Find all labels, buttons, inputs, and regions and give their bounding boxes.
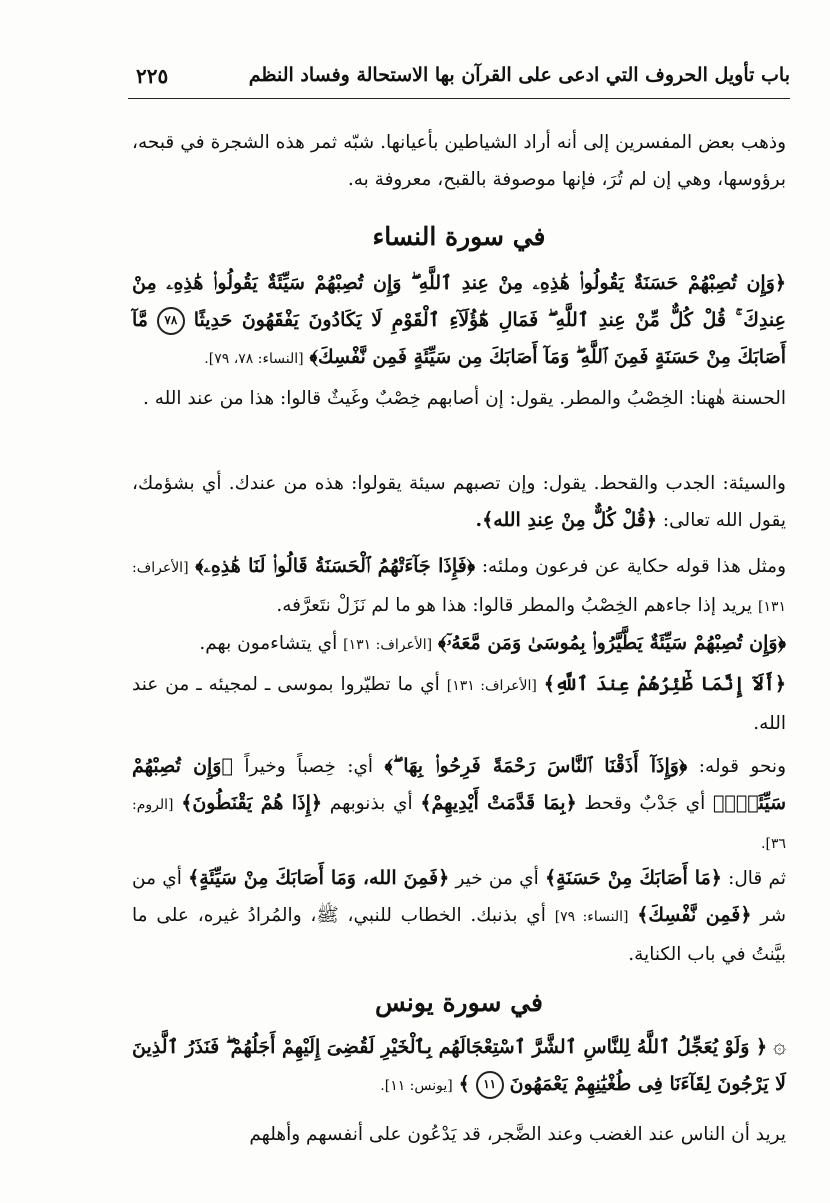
verse-reference: [الأعراف: ١٣١] xyxy=(446,678,537,694)
verse-reference: [يونس: ١١]. xyxy=(380,1078,453,1094)
text: أي بذنوبهم xyxy=(329,793,413,814)
quote: ﴿فَمِنَ الله، وَمَا أَصَابَكَ مِنْ سَيِّئَةٍ﴾ xyxy=(188,867,450,889)
text: أي ما تطيّروا بموسى ـ لمجيئه ـ من عند الله. xyxy=(132,674,786,734)
text: ونحو قوله: xyxy=(698,756,787,777)
intro-paragraph: وذهب بعض المفسرين إلى أنه أراد الشياطين بأعيانها. شبّه ثمر هذه الشجرة في قبحه، برؤوسها، وهي إن لم تُرَ، فإنها موصوفة بالقبح، معروفة به. xyxy=(132,132,786,190)
text: أي يتشاءمون بهم. xyxy=(199,633,338,654)
quran-verse-block xyxy=(132,265,786,378)
text: أي: خِصباً وخيراً xyxy=(244,756,374,777)
firawn-paragraph xyxy=(132,548,786,626)
tairuhum-paragraph xyxy=(132,666,786,742)
section-heading-yunus: في سورة يونس xyxy=(375,988,543,1017)
last-paragraph: يريد أن الناس عند الغضب وعند الضَّجر، قد يَدْعُون على أنفسهم وأهلهم xyxy=(249,1124,786,1145)
section-heading-nisa: في سورة النساء xyxy=(372,222,546,251)
quote: ﴿فَإِذَا جَآءَتْهُمُ ٱلْحَسَنَةُ قَالُوا۟ لَنَا هَٰذِهِۦ﴾ xyxy=(195,555,476,577)
verse-close: ﴾ xyxy=(458,1073,470,1095)
text: ومثل هذا قوله حكاية عن فرعون وملئه: xyxy=(481,556,787,577)
quote: ﴿فَمِن نَّفْسِكَ﴾ xyxy=(637,904,752,926)
hasana-paragraph: الحسنة هٰهنا: الخِصْبُ والمطر. يقول: إن أصابهم خِصْبٌ وغَيثٌ قالوا: هذا من عند الله . xyxy=(142,388,786,409)
verse-79-text: مَّآ أَصَابَكَ مِنْ حَسَنَةٍ فَمِنَ ٱللَّهِ ۖ وَمَآ أَصَابَكَ مِن سَيِّئَةٍ فَمِن نَّفْسِكَ﴾ xyxy=(132,309,786,368)
quote: ﴿وَإِذَآ أَذَقْنَا ٱلنَّاسَ رَحْمَةً فَرِحُوا۟ بِهَا ۖ﴾ xyxy=(384,755,688,777)
text: أي بذنبك. الخطاب للنبي، ﷺ، والمُرادُ غيره، على ما بيَّنتُ في باب الكناية. xyxy=(132,905,786,965)
running-header-title: باب تأويل الحروف التي ادعى على القرآن بها الاستحالة وفساد النظم xyxy=(248,64,790,86)
quote: ﴿وَإِن تُصِبْهُمْ سَيِّئَةٌۢ﴾ xyxy=(132,755,787,814)
sayyia-text: والسيئة: الجدب والقحط. يقول: وإن تصبهم سيئة يقولوا: هذه من عندك. أي بشؤمك، يقول الله تعالى: xyxy=(132,473,786,531)
verse-reference: [النساء: ٧٩] xyxy=(554,909,629,925)
nahw-paragraph xyxy=(132,748,786,863)
text: أي من شر xyxy=(132,868,786,926)
verse-reference: [الأعراف: ١٣١] xyxy=(132,560,786,615)
text: أي جَدْبٌ وقحط xyxy=(584,793,706,814)
quote: ﴿قُلْ كُلٌّ مِنْ عِندِ الله﴾. xyxy=(475,509,658,531)
rub-hizb-icon: ۞ xyxy=(773,1034,786,1059)
quote: ﴿بِمَا قَدَّمَتْ أَيْدِيهِمْ﴾ xyxy=(420,792,577,814)
verse-11-text: ﴿ وَلَوْ يُعَجِّلُ ٱللَّهُ لِلنَّاسِ ٱلشَّرَّ ٱسْتِعْجَالَهُم بِٱلْخَيْرِ لَقُضِىَ إِلَيْهِمْ أَجَلُهُمْ ۖ فَنَذَرُ ٱلَّذِينَ لَا يَرْجُونَ لِقَآءَنَا فِى طُغْيَٰنِهِمْ يَعْمَهُونَ xyxy=(132,1036,786,1095)
page-number: ٢٢٥ xyxy=(136,64,169,88)
quote: ﴿مَا أَصَابَكَ مِنْ حَسَنَةٍ﴾ xyxy=(545,867,722,889)
sayyia-paragraph xyxy=(132,465,786,539)
running-header xyxy=(128,58,790,99)
verse-reference: [النساء: ٧٨، ٧٩]. xyxy=(204,351,304,367)
quote: ﴿أَلَآ إِنَّمَا طَٰٓئِرُهُمْ عِندَ ٱللَّهِ﴾ xyxy=(543,673,787,695)
verse-end-marker: ١١ xyxy=(476,1071,504,1099)
text: أي من خير xyxy=(455,868,539,889)
tasibhum-paragraph xyxy=(132,625,786,664)
quote: ﴿إِذَا هُمْ يَقْنَطُونَ﴾ xyxy=(181,792,323,814)
verse-78-text: ﴿وَإِن تُصِبْهُمْ حَسَنَةٌ يَقُولُوا۟ هَٰذِهِۦ مِنْ عِندِ ٱللَّهِ ۖ وَإِن تُصِبْهُمْ سَيِّئَةٌ يَقُولُوا۟ هَٰذِهِۦ مِنْ عِندِكَ ۚ قُلْ كُلٌّ مِّنْ عِندِ ٱللَّهِ ۖ فَمَالِ هَٰٓؤُلَآءِ ٱلْقَوْمِ لَا يَكَادُونَ يَفْقَهُونَ حَدِيثًا xyxy=(132,272,786,331)
text: يريد إذا جاءهم الخِصْبُ والمطر قالوا: هذا هو ما لم نَزَلْ نتَعرَّفه. xyxy=(276,595,753,616)
thumma-paragraph xyxy=(132,860,786,973)
verse-reference: [الروم: ٣٦]. xyxy=(132,797,786,852)
verse-end-marker: ٧٨ xyxy=(157,307,185,335)
quran-verse-block-yunus xyxy=(132,1028,786,1105)
verse-reference: [الأعراف: ١٣١] xyxy=(343,637,433,653)
quote: ﴿وَإِن تُصِبْهُمْ سَيِّئَةٌ يَطَّيَّرُوا۟ بِمُوسَىٰ وَمَن مَّعَهُۥٓ﴾ xyxy=(438,632,786,654)
text: ثم قال: xyxy=(728,868,786,889)
